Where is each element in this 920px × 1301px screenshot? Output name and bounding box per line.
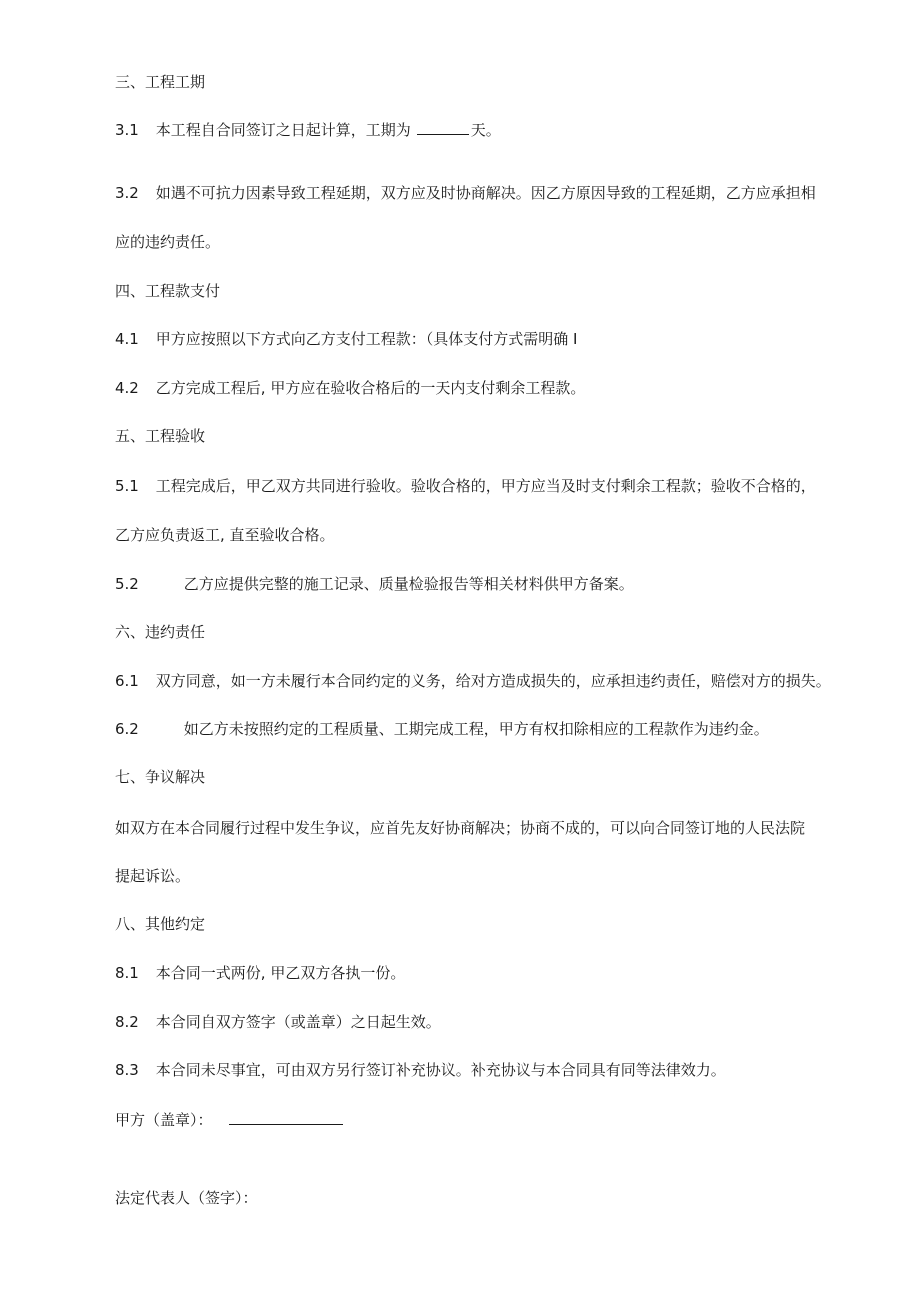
section-7-text: 如双方在本合同履行过程中发生争议，应首先友好协商解决；协商不成的，可以向合同签订地的人民法院: [115, 819, 806, 837]
clause-number: 5.2: [115, 575, 139, 593]
clause-number: 4.2: [115, 379, 139, 397]
clause-5-1-cont: 乙方应负责返工, 直至验收合格。: [115, 526, 335, 544]
clause-text: 工程完成后，甲乙双方共同进行验收。验收合格的，甲方应当及时支付剩余工程款；验收不合格的，: [155, 477, 816, 495]
clause-3-1: [115, 120, 501, 140]
clause-6-1: [115, 671, 831, 691]
party-a-seal-blank[interactable]: [229, 1110, 343, 1125]
clause-5-1: [115, 476, 816, 496]
clause-number: 8.3: [115, 1061, 139, 1079]
section-6-heading: 六、违约责任: [115, 623, 206, 641]
legal-rep-label: 法定代表人（签字）：: [115, 1189, 258, 1207]
clause-text: 甲方应按照以下方式向乙方支付工程款：（具体支付方式需明确 I: [155, 330, 578, 348]
clause-number: 6.1: [115, 672, 139, 690]
clause-number: 8.2: [115, 1013, 139, 1031]
clause-8-1: [115, 963, 405, 983]
section-7-heading: 七、争议解决: [115, 768, 206, 786]
clause-text: 本合同未尽事宜，可由双方另行签订补充协议。补充协议与本合同具有同等法律效力。: [155, 1061, 726, 1079]
clause-5-2: [115, 574, 634, 594]
clause-3-2-cont: 应的违约责任。: [115, 233, 221, 251]
clause-4-1: [115, 329, 577, 349]
clause-3-2: [115, 183, 816, 203]
clause-text: 如乙方未按照约定的工程质量、工期完成工程，甲方有权扣除相应的工程款作为违约金。: [183, 720, 769, 738]
clause-8-2: [115, 1012, 441, 1032]
section-4-heading: 四、工程款支付: [115, 282, 221, 300]
clause-4-2: [115, 378, 585, 398]
section-3-heading: 三、工程工期: [115, 73, 206, 91]
clause-6-2: [115, 719, 769, 739]
section-8-heading: 八、其他约定: [115, 915, 206, 933]
clause-text-end: 天。: [470, 121, 501, 139]
clause-text: 乙方应提供完整的施工记录、质量检验报告等相关材料供甲方备案。: [183, 575, 634, 593]
clause-text: 本合同一式两份, 甲乙双方各执一份。: [155, 964, 406, 982]
clause-number: 6.2: [115, 720, 139, 738]
clause-number: 4.1: [115, 330, 139, 348]
duration-blank: [417, 120, 469, 135]
clause-text: 如遇不可抗力因素导致工程延期，双方应及时协商解决。因乙方原因导致的工程延期，乙方应承担相: [155, 184, 816, 202]
clause-number: 5.1: [115, 477, 139, 495]
clause-text: 乙方完成工程后, 甲方应在验收合格后的一天内支付剩余工程款。: [155, 379, 586, 397]
clause-number: 3.2: [115, 184, 139, 202]
party-a-label: 甲方（盖章）：: [115, 1111, 213, 1129]
section-5-heading: 五、工程验收: [115, 427, 206, 445]
party-a-signature-line: [115, 1110, 343, 1130]
clause-number: 8.1: [115, 964, 139, 982]
legal-rep-signature-line: [115, 1188, 258, 1208]
section-7-text-cont: 提起诉讼。: [115, 867, 191, 885]
clause-number: 3.1: [115, 121, 139, 139]
clause-text: 本工程自合同签订之日起计算，工期为: [155, 121, 411, 139]
clause-text: 本合同自双方签字（或盖章）之日起生效。: [155, 1013, 441, 1031]
clause-text: 双方同意，如一方未履行本合同约定的义务，给对方造成损失的，应承担违约责任，赔偿对方的损失。: [155, 672, 831, 690]
clause-8-3: [115, 1060, 726, 1080]
